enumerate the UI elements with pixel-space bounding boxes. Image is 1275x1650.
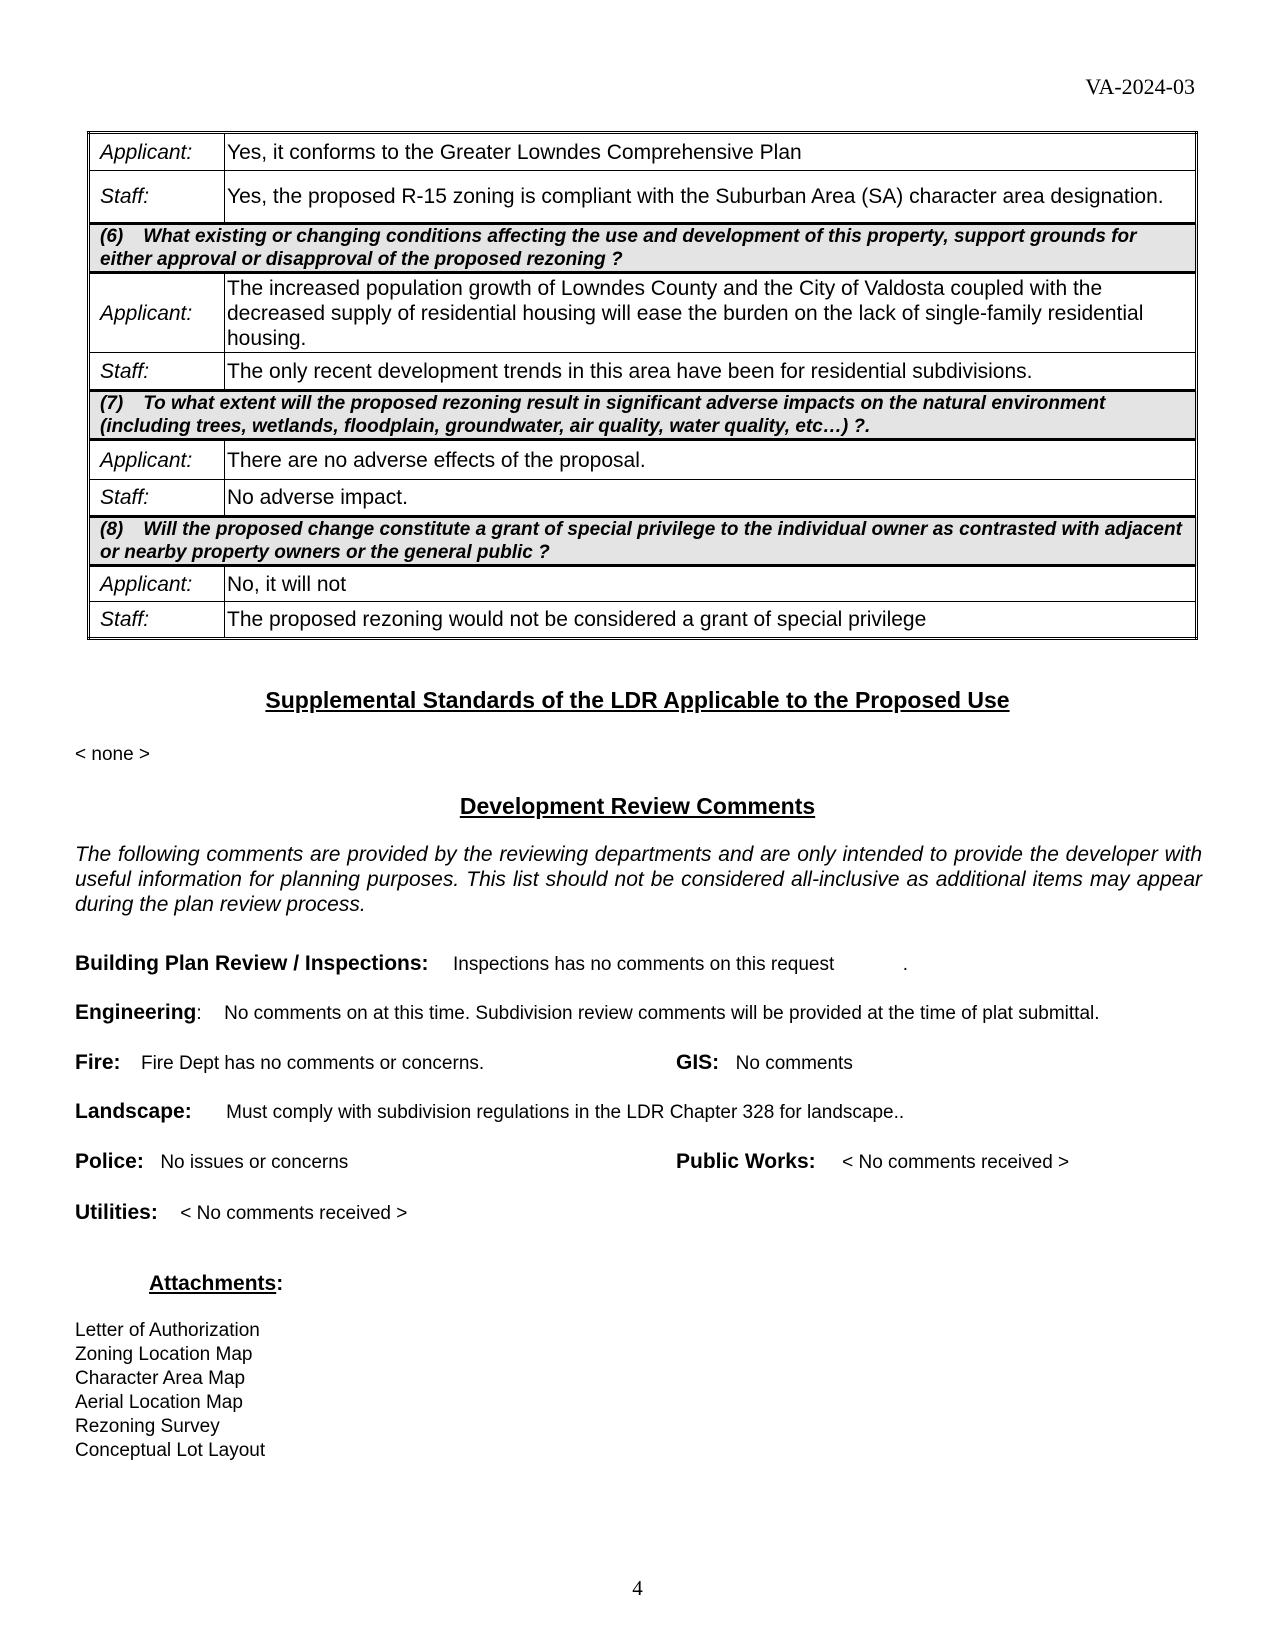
answer-text: No, it will not <box>225 566 1197 602</box>
answer-text: The only recent development trends in this area have been for residential subdivisions. <box>225 353 1197 391</box>
utilities-comment <box>75 1201 407 1225</box>
engineering-colon: : <box>196 1003 202 1024</box>
review-intro: The following comments are provided by the reviewing departments and are only intended to provide the developer with useful information for planning purposes. This list should not be considered all-inclusive as additional items may appear during the plan review process. <box>75 843 1202 916</box>
list-item: Rezoning Survey <box>75 1416 220 1437</box>
table-row <box>89 133 1197 171</box>
question-number: (6) <box>100 226 124 247</box>
public-works-value: < No comments received > <box>842 1152 1070 1173</box>
attachments-heading <box>149 1272 283 1296</box>
role-label: Staff: <box>89 602 225 639</box>
question-text: Will the proposed change constitute a grant of special privilege to the individual owner as contrasted with adjacent or nearby property owners or the general public ? <box>100 519 1182 563</box>
question-cell <box>89 517 1197 566</box>
fire-label: Fire: <box>75 1051 121 1074</box>
answer-text: Yes, the proposed R-15 zoning is compliant with the Suburban Area (SA) character area designation. <box>225 171 1197 224</box>
supplemental-value: < none > <box>75 744 151 765</box>
landscape-value: Must comply with subdivision regulations in the LDR Chapter 328 for landscape.. <box>226 1102 905 1123</box>
gis-comment <box>676 1051 853 1075</box>
answer-text: The increased population growth of Lowndes County and the City of Valdosta coupled with the decreased supply of residential housing will ease the burden on the lack of single-family residential housing. <box>225 273 1197 353</box>
public-works-label: Public Works: <box>676 1150 816 1173</box>
landscape-label: Landscape: <box>75 1100 192 1123</box>
question-number: (8) <box>100 519 124 540</box>
table-row <box>89 171 1197 224</box>
role-label: Applicant: <box>89 440 225 480</box>
list-item: Conceptual Lot Layout <box>75 1440 266 1461</box>
answer-text: No adverse impact. <box>225 480 1197 517</box>
role-label: Applicant: <box>89 273 225 353</box>
answer-text: The proposed rezoning would not be considered a grant of special privilege <box>225 602 1197 639</box>
utilities-value: < No comments received > <box>180 1203 408 1224</box>
question-cell <box>89 391 1197 440</box>
fire-value: Fire Dept has no comments or concerns. <box>140 1053 485 1074</box>
engineering-comment <box>75 1001 1100 1025</box>
question-row <box>89 391 1197 440</box>
role-label: Staff: <box>89 353 225 391</box>
public-works-comment <box>676 1150 1069 1174</box>
list-item: Letter of Authorization <box>75 1320 260 1341</box>
role-label: Staff: <box>89 480 225 517</box>
role-label: Applicant: <box>89 566 225 602</box>
landscape-comment <box>75 1100 904 1124</box>
engineering-label: Engineering <box>75 1001 197 1024</box>
attachments-colon: : <box>276 1272 284 1295</box>
review-heading: Development Review Comments <box>459 793 816 819</box>
table-row <box>89 440 1197 480</box>
table-row <box>89 480 1197 517</box>
police-comment <box>75 1150 348 1174</box>
document-id: VA-2024-03 <box>1085 74 1195 99</box>
list-item: Character Area Map <box>75 1368 246 1389</box>
fire-comment <box>75 1051 484 1075</box>
table-row <box>89 566 1197 602</box>
building-value: Inspections has no comments on this request <box>453 954 835 975</box>
question-text: What existing or changing conditions affecting the use and development of this property, support grounds for either approval or disapproval of the proposed rezoning ? <box>100 226 1137 270</box>
supplemental-heading: Supplemental Standards of the LDR Applicable to the Proposed Use <box>265 687 1010 713</box>
role-label: Staff: <box>89 171 225 224</box>
gis-value: No comments <box>735 1053 853 1074</box>
list-item: Aerial Location Map <box>75 1392 243 1413</box>
role-label: Applicant: <box>89 133 225 171</box>
utilities-label: Utilities: <box>75 1201 158 1224</box>
building-trail: . <box>902 954 909 975</box>
question-number: (7) <box>100 393 124 414</box>
engineering-value: No comments on at this time. Subdivision review comments will be provided at the time of plat submittal. <box>224 1003 1100 1024</box>
page-number: 4 <box>632 1576 643 1600</box>
attachments-list <box>75 1319 265 1463</box>
answer-text: There are no adverse effects of the proposal. <box>225 440 1197 480</box>
table-row <box>89 602 1197 639</box>
question-row <box>89 517 1197 566</box>
building-comment <box>75 952 908 976</box>
police-label: Police: <box>75 1150 144 1173</box>
answer-text: Yes, it conforms to the Greater Lowndes Comprehensive Plan <box>225 133 1197 171</box>
list-item: Zoning Location Map <box>75 1344 253 1365</box>
question-row <box>89 224 1197 273</box>
question-text: To what extent will the proposed rezoning result in significant adverse impacts on the natural environment (including trees, wetlands, floodplain, groundwater, air quality, water quality, etc…) ?. <box>100 393 1106 437</box>
gis-label: GIS: <box>676 1051 720 1074</box>
criteria-table <box>87 131 1198 640</box>
police-value: No issues or concerns <box>160 1152 349 1173</box>
building-label: Building Plan Review / Inspections: <box>75 952 429 975</box>
table-row <box>89 353 1197 391</box>
attachments-title: Attachments <box>149 1272 277 1295</box>
table-row <box>89 273 1197 353</box>
question-cell <box>89 224 1197 273</box>
